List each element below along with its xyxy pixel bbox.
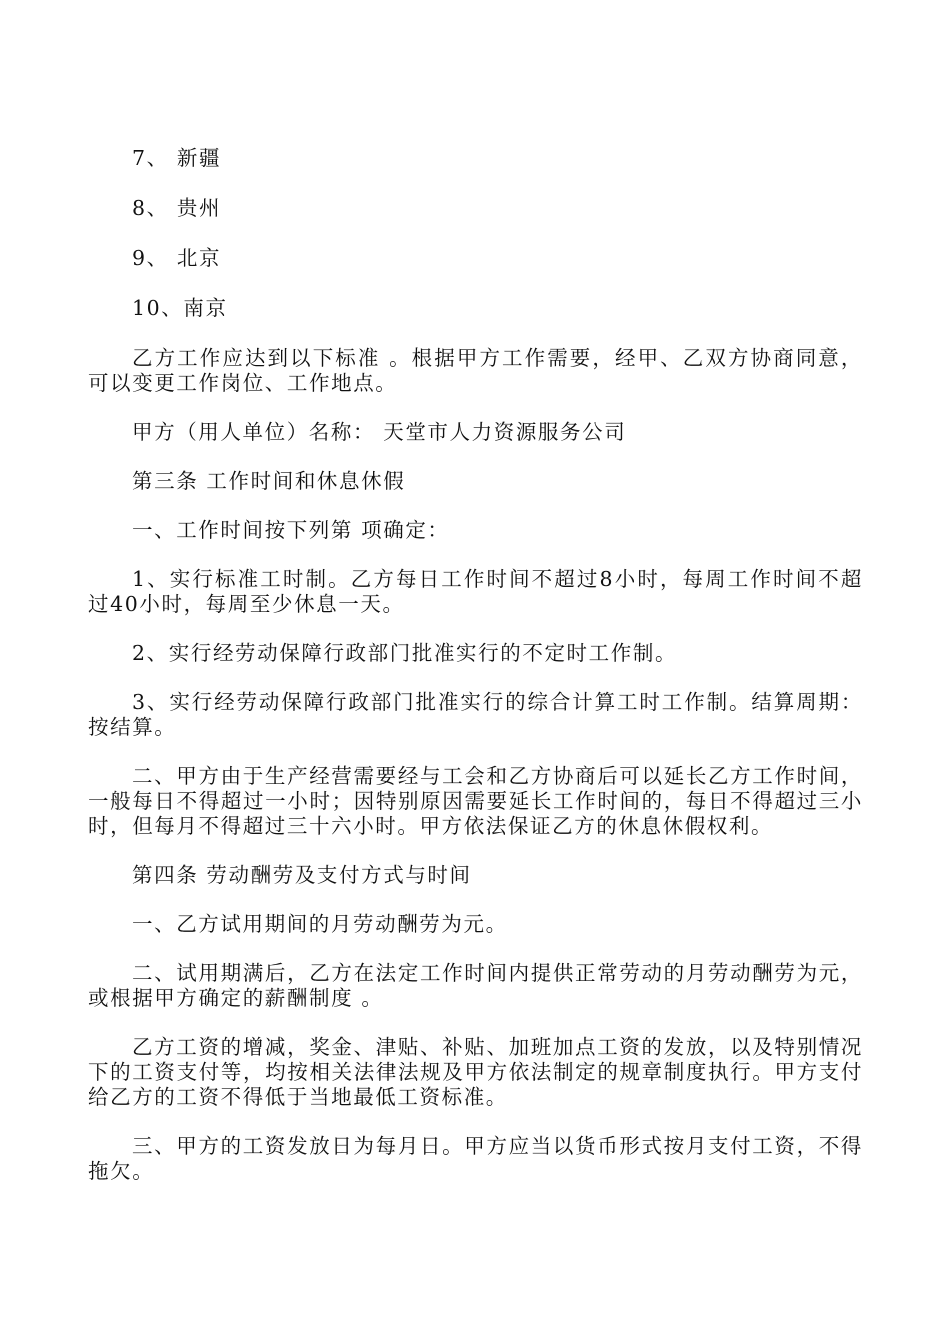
paragraph-work-standard: 乙方工作应达到以下标准 。根据甲方工作需要，经甲、乙双方协商同意，可以变更工作岗位、工作地点。 bbox=[88, 346, 863, 395]
paragraph-comprehensive-hours: 3、实行经劳动保障行政部门批准实行的综合计算工时工作制。结算周期：按结算。 bbox=[88, 690, 863, 739]
list-item: 7、 新疆 bbox=[132, 146, 222, 170]
paragraph-pay-date: 三、甲方的工资发放日为每月日。甲方应当以货币形式按月支付工资，不得拖欠。 bbox=[88, 1134, 863, 1183]
contract-text bbox=[88, 346, 863, 1184]
list-item: 10、南京 bbox=[132, 296, 228, 320]
paragraph-standard-hours: 1、实行标准工时制。乙方每日工作时间不超过8小时，每周工作时间不超过40小时，每周至少休息一天。 bbox=[88, 567, 863, 616]
section-heading-article-4: 第四条 劳动酬劳及支付方式与时间 bbox=[132, 863, 472, 887]
list-item: 9、 北京 bbox=[132, 246, 222, 270]
paragraph-flexible-hours: 2、实行经劳动保障行政部门批准实行的不定时工作制。 bbox=[132, 641, 678, 665]
paragraph-employer-name: 甲方（用人单位）名称： 天堂市人力资源服务公司 bbox=[132, 420, 627, 444]
region-list bbox=[88, 146, 863, 321]
section-heading-article-3: 第三条 工作时间和休息休假 bbox=[132, 469, 406, 493]
paragraph-work-hours-intro: 一、工作时间按下列第 项确定： bbox=[132, 518, 450, 542]
paragraph-regular-pay: 二、试用期满后，乙方在法定工作时间内提供正常劳动的月劳动酬劳为元，或根据甲方确定的薪酬制度 。 bbox=[88, 961, 863, 1010]
document-body bbox=[88, 146, 863, 1208]
paragraph-probation-pay: 一、乙方试用期间的月劳动酬劳为元。 bbox=[132, 912, 508, 936]
paragraph-wage-adjustment: 乙方工资的增减，奖金、津贴、补贴、加班加点工资的发放，以及特别情况下的工资支付等，均按相关法律法规及甲方依法制定的规章制度执行。甲方支付给乙方的工资不得低于当地最低工资标准。 bbox=[88, 1035, 863, 1109]
list-item: 8、 贵州 bbox=[132, 196, 222, 220]
paragraph-overtime: 二、甲方由于生产经营需要经与工会和乙方协商后可以延长乙方工作时间，一般每日不得超过一小时；因特别原因需要延长工作时间的，每日不得超过三小时，但每月不得超过三十六小时。甲方依法保证乙方的休息休假权利。 bbox=[88, 764, 863, 838]
